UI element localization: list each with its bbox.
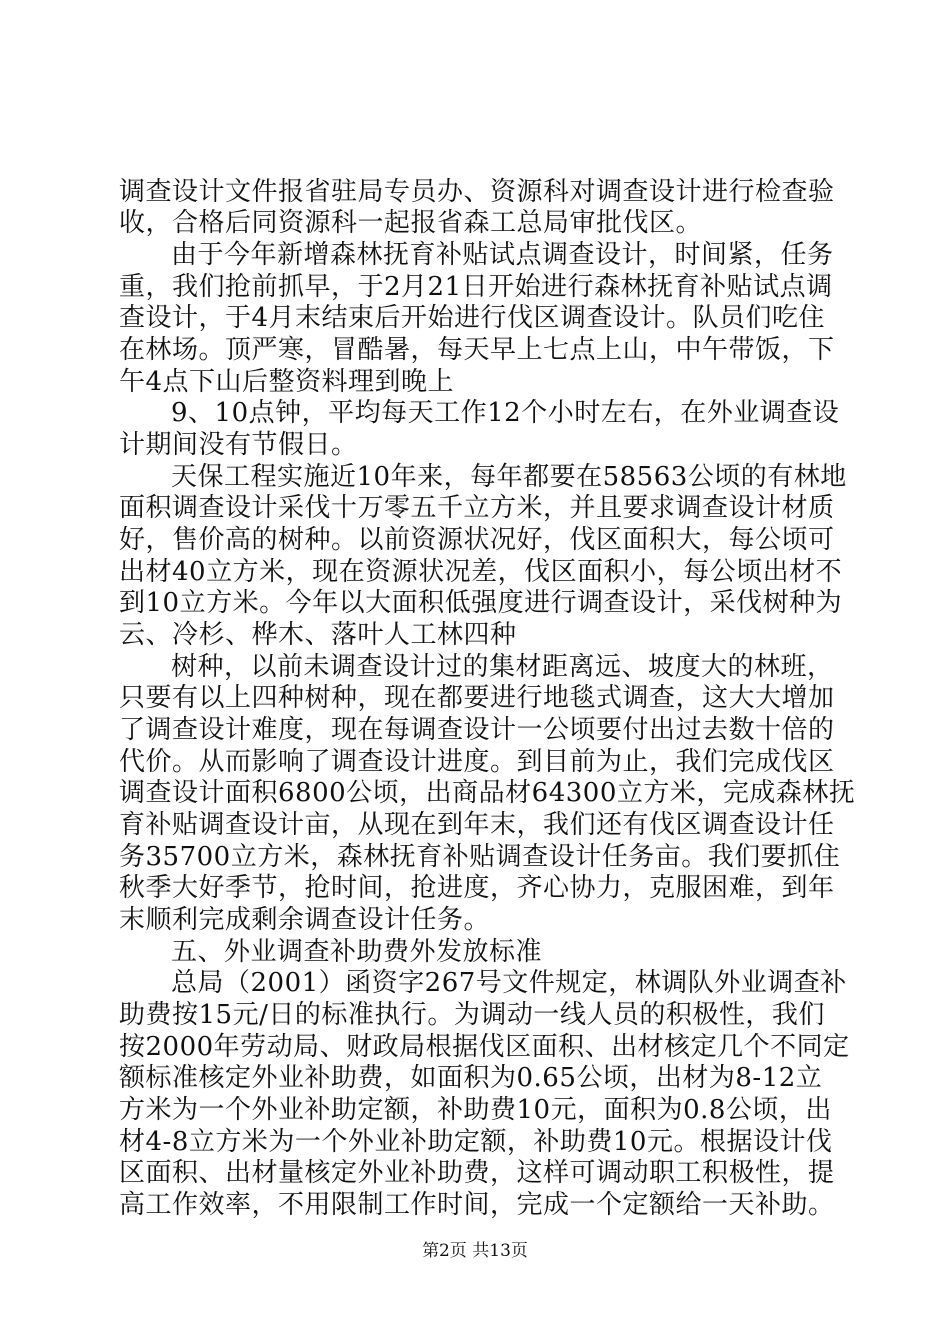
body-line-2: 收，合格后同资源科一起报省森工总局审批伐区。: [119, 208, 703, 238]
body-line-10: 天保工程实施近10年来，每年都要在58563公顷的有林地: [171, 462, 847, 492]
body-line-5: 查设计，于4月末结束后开始进行伐区调查设计。队员们吃住: [119, 303, 826, 333]
body-line-21: 育补贴调查设计亩，从现在到年末，我们还有伐区调查设计任: [119, 810, 835, 840]
body-line-4: 重，我们抢前抓早，于2月21日开始进行森林抚育补贴试点调: [119, 272, 833, 302]
body-line-28: 按2000年劳动局、财政局根据伐区面积、出材核定几个不同定: [119, 1032, 850, 1062]
section-heading: 五、外业调查补助费外发放标准: [171, 937, 543, 967]
body-line-1: 调查设计文件报省驻局专员办、资源科对调查设计进行检查验: [119, 177, 835, 207]
body-line-22: 务35700立方米，森林抚育补贴调查设计任务亩。我们要抓住: [119, 842, 841, 872]
body-line-29: 额标准核定外业补助费，如面积为0.65公顷，出材为8-12立: [119, 1063, 823, 1093]
body-line-6: 在林场。顶严寒，冒酷暑，每天早上七点上山，中午带饭，下: [119, 335, 835, 365]
body-line-32: 区面积、出材量核定外业补助费，这样可调动职工积极性，提: [119, 1158, 835, 1188]
page-number-footer: 第2页 共13页: [422, 1241, 528, 1261]
body-line-19: 代价。从而影响了调查设计进度。到目前为止，我们完成伐区: [119, 747, 835, 777]
body-line-27: 助费按15元/日的标准执行。为调动一线人员的积极性，我们: [119, 1000, 825, 1030]
body-line-13: 出材40立方米，现在资源状况差，伐区面积小，每公顷出材不: [119, 557, 843, 587]
body-line-18: 了调查设计难度，现在每调查设计一公顷要付出过去数十倍的: [119, 715, 835, 745]
body-line-3: 由于今年新增森林抚育补贴试点调查设计，时间紧，任务: [171, 240, 834, 270]
body-line-33: 高工作效率，不用限制工作时间，完成一个定额给一天补助。: [119, 1190, 835, 1220]
body-line-17: 只要有以上四种树种，现在都要进行地毯式调查，这大大增加: [119, 683, 835, 713]
body-line-9: 计期间没有节假日。: [119, 430, 358, 460]
body-line-30: 方米为一个外业补助定额，补助费10元，面积为0.8公顷，出: [119, 1095, 832, 1125]
body-line-24: 末顺利完成剩余调查设计任务。: [119, 905, 491, 935]
body-line-7: 午4点下山后整资料理到晚上: [119, 367, 455, 397]
body-line-20: 调查设计面积6800公顷，出商品材64300立方米，完成森林抚: [119, 778, 856, 808]
body-line-26: 总局（2001）函资字267号文件规定，林调队外业调查补: [171, 968, 847, 998]
body-line-23: 秋季大好季节，抢时间，抢进度，齐心协力，克服困难，到年: [119, 873, 835, 903]
body-line-12: 好，售价高的树种。以前资源状况好，伐区面积大，每公顷可: [119, 525, 835, 555]
body-line-15: 云、冷杉、桦木、落叶人工林四种: [119, 620, 517, 650]
body-line-16: 树种，以前未调查设计过的集材距离远、坡度大的林班，: [171, 652, 834, 682]
body-line-11: 面积调查设计采伐十万零五千立方米，并且要求调查设计材质: [119, 493, 835, 523]
body-line-14: 到10立方米。今年以大面积低强度进行调查设计，采伐树种为: [119, 588, 843, 618]
body-line-31: 材4-8立方米为一个外业补助定额，补助费10元。根据设计伐: [119, 1127, 833, 1157]
body-line-8: 9、10点钟，平均每天工作12个小时左右，在外业调查设: [171, 398, 840, 428]
